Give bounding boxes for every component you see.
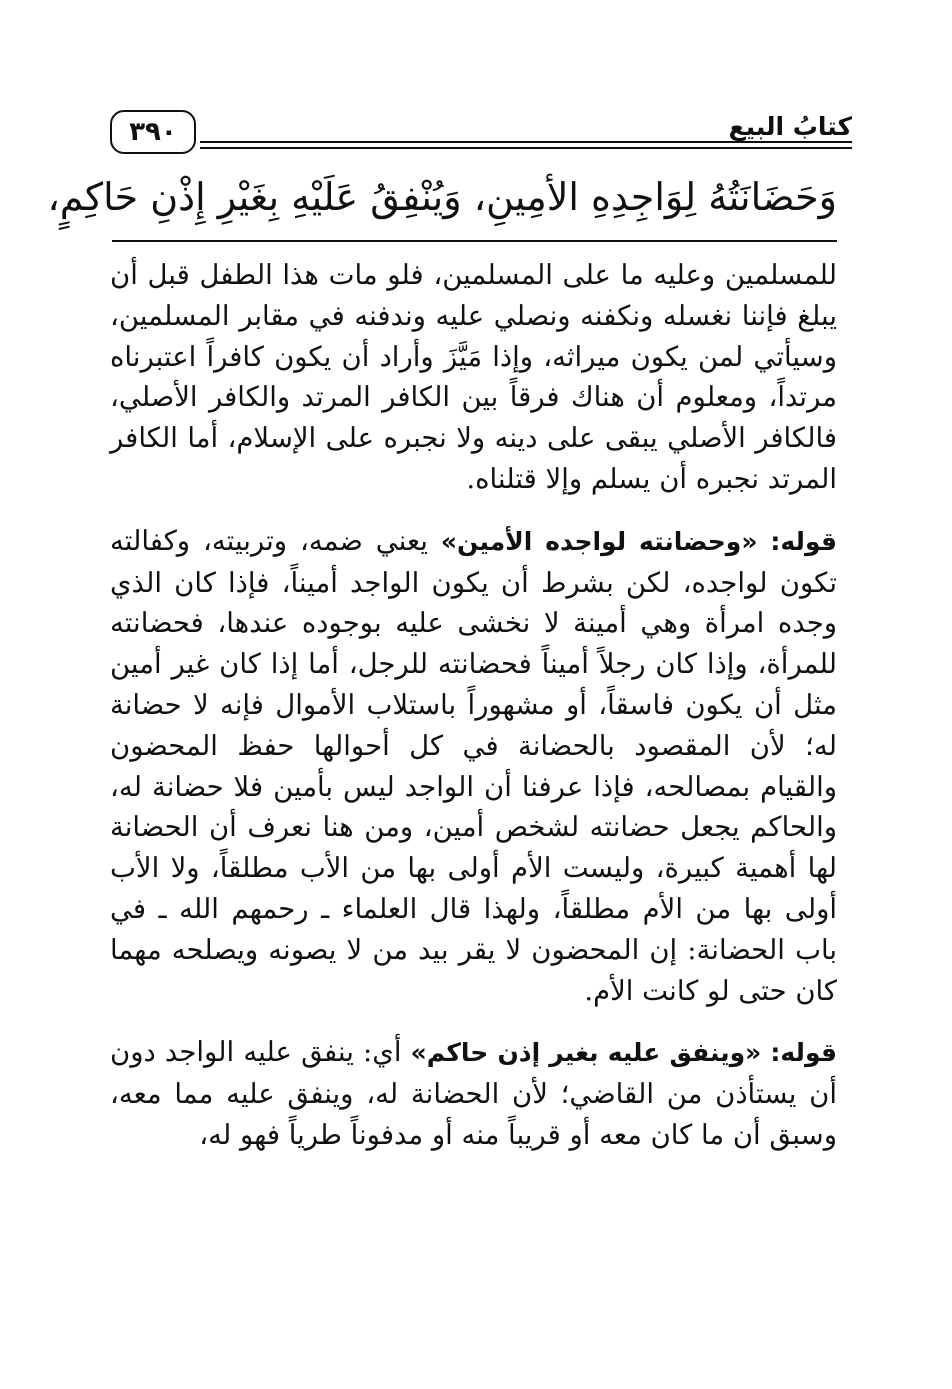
paragraph: [110, 1032, 837, 1155]
commentary-body: [110, 255, 837, 1156]
matn-text: وَحَضَانَتُهُ لِوَاجِدِهِ الأمِينِ، وَيُنْفِقُ عَلَيْهِ بِغَيْرِ إِذْنِ حَاكِمٍ،: [47, 175, 837, 219]
paragraph-text: أي: ينفق عليه الواجد دون أن يستأذن من القاضي؛ لأن الحضانة له، وينفق عليه مما معه، وسبق أن ما كان معه أو قريباً منه أو مدفوناً طرياً فهو له،: [110, 1036, 837, 1151]
paragraph-lead: قوله: «وحضانته لواجده الأمين»: [440, 526, 837, 556]
matn-divider: [112, 240, 837, 242]
header-rule-bottom: [200, 147, 852, 149]
paragraph-text: للمسلمين وعليه ما على المسلمين، فلو مات هذا الطفل قبل أن يبلغ فإننا نغسله ونكفنه ونصلي عليه وندفنه في مقابر المسلمين، وسيأتي لمن يكون ميراثه، وإذا مَيَّزَ وأراد أن يكون كافراً اعتبرناه مرتداً، ومعلوم أن هناك فرقاً بين الكافر المرتد والكافر الأصلي، فالكافر الأصلي يبقى على دينه ولا نجبره على الإسلام، أما الكافر المرتد نجبره أن يسلم وإلا قتلناه.: [110, 259, 838, 495]
page-number: ٣٩٠: [110, 110, 196, 154]
paragraph: [110, 255, 837, 500]
paragraph: [110, 521, 837, 1012]
paragraph-text: يعني ضمه، وتربيته، وكفالته تكون لواجده، لكن بشرط أن يكون الواجد أميناً، فإذا كان الذي وجده امرأة وهي أمينة لا نخشى عليه بوجوده عندها، فحضانته للمرأة، وإذا كان رجلاً أميناً فحضانته للرجل، أما إذا كان غير أمين مثل أن يكون فاسقاً، أو مشهوراً باستلاب الأموال فإنه لا حضانة له؛ لأن المقصود بالحضانة في كل أحوالها حفظ المحضون والقيام بمصالحه، فإذا عرفنا أن الواجد ليس بأمين فلا حضانة له، والحاكم يجعل حضانته لشخص أمين، ومن هنا نعرف أن الحضانة لها أهمية كبيرة، وليست الأم أولى بها من الأب مطلقاً، ولا الأب أولى بها من الأم مطلقاً، ولهذا قال العلماء ـ رحمهم الله ـ في باب الحضانة: إن المحضون لا يقر بيد من لا يصونه ويصلحه مهما كان حتى لو كانت الأم.: [110, 524, 837, 1007]
header-rule-top: [200, 141, 852, 143]
paragraph-lead: قوله: «وينفق عليه بغير إذن حاكم»: [410, 1038, 837, 1068]
page-header: [110, 110, 852, 160]
book-title: كتابُ البيع: [728, 112, 852, 141]
